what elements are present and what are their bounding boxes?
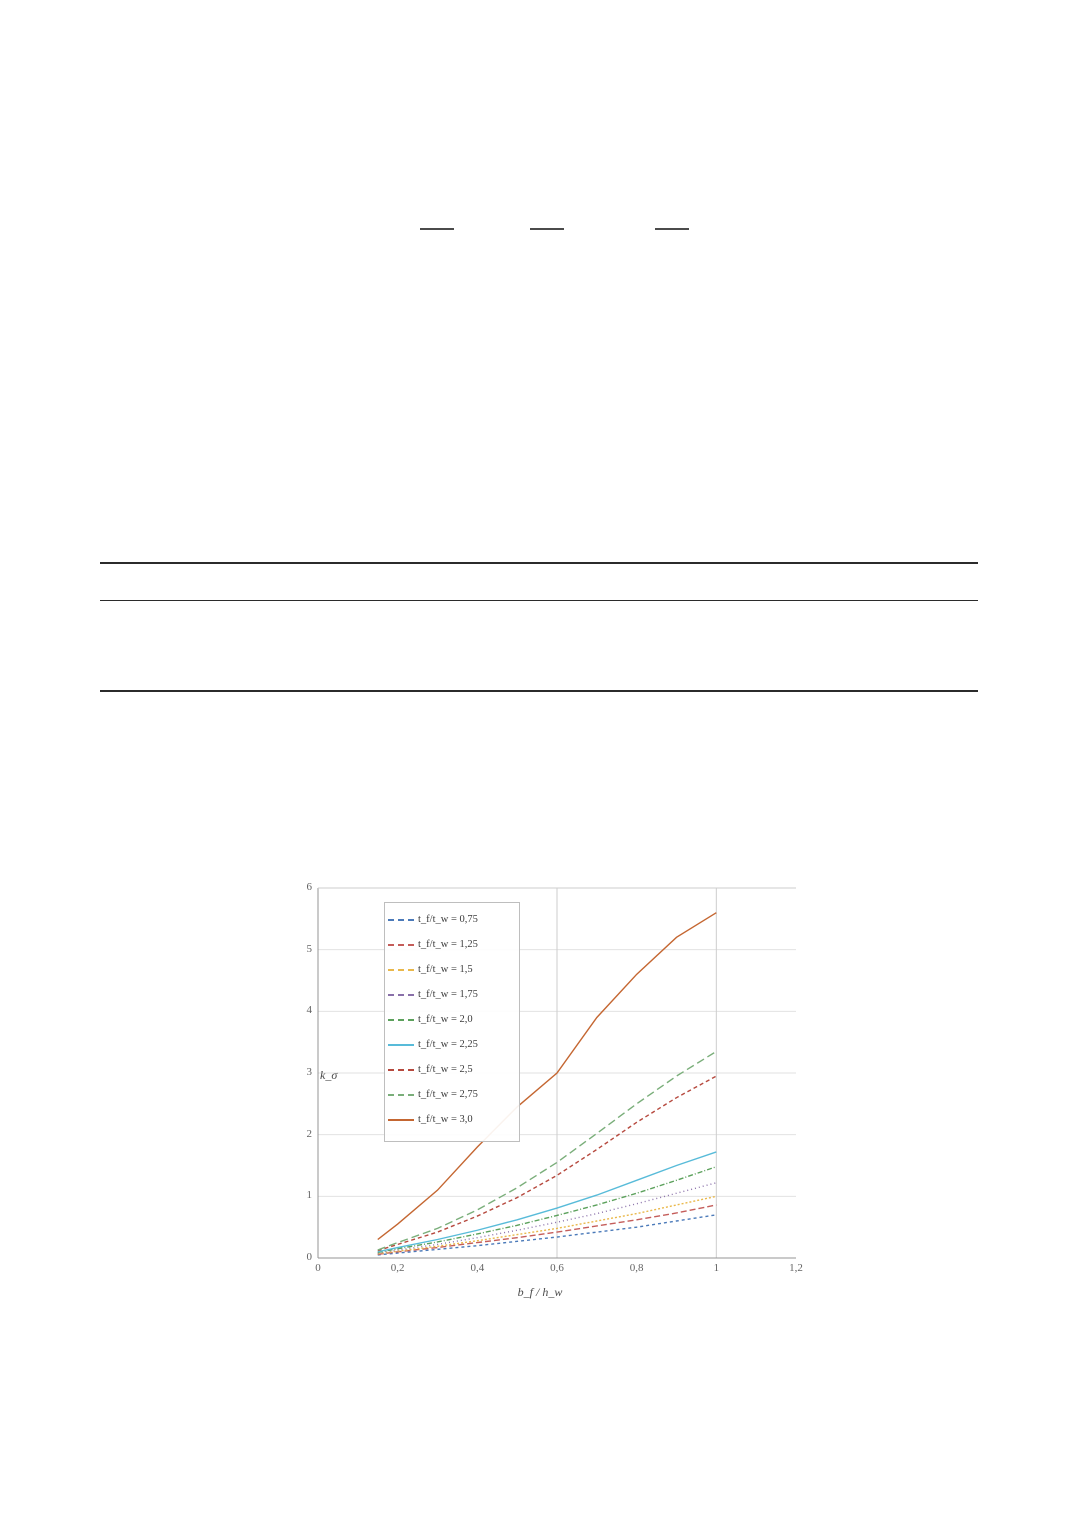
fraction-bar-2 [530, 228, 564, 230]
legend-swatch [388, 1069, 414, 1071]
legend-swatch [388, 919, 414, 921]
legend-label: t_f/t_w = 3,0 [418, 1114, 473, 1125]
chart-series-line [378, 1196, 717, 1253]
legend-item [388, 1082, 516, 1107]
x-tick-label: 1 [713, 1262, 720, 1274]
legend-label: t_f/t_w = 1,5 [418, 964, 473, 975]
chart-series-line [378, 1167, 717, 1253]
legend-item [388, 907, 516, 932]
chart-series-line [378, 1205, 717, 1254]
legend-item [388, 957, 516, 982]
legend-item [388, 1007, 516, 1032]
y-tick-label: 6 [306, 881, 312, 893]
fraction-bar-3 [655, 228, 689, 230]
legend-swatch [388, 944, 414, 946]
y-axis-title: k_σ [320, 1068, 338, 1082]
legend-label: t_f/t_w = 2,75 [418, 1089, 478, 1100]
legend-label: t_f/t_w = 2,0 [418, 1014, 473, 1025]
legend-label: t_f/t_w = 2,25 [418, 1039, 478, 1050]
x-tick-label: 0,8 [629, 1262, 644, 1274]
x-tick-label: 0,4 [470, 1262, 485, 1274]
chart-series-line [378, 1215, 717, 1255]
y-tick-label: 2 [306, 1127, 312, 1140]
x-tick-label: 0,2 [390, 1262, 405, 1274]
legend-item [388, 1032, 516, 1057]
chart-legend [384, 902, 520, 1142]
x-tick-label: 0,6 [550, 1262, 564, 1274]
legend-item [388, 982, 516, 1007]
x-tick-label: 1,2 [789, 1262, 803, 1274]
legend-item [388, 1107, 516, 1132]
fraction-bar-1 [420, 228, 454, 230]
table-rule-header [100, 600, 978, 601]
legend-swatch [388, 1044, 414, 1046]
legend-label: t_f/t_w = 2,5 [418, 1064, 473, 1075]
x-tick-label: 0 [315, 1262, 321, 1274]
chart-series-line [378, 1152, 717, 1252]
legend-item [388, 1057, 516, 1082]
legend-swatch [388, 1119, 414, 1121]
legend-swatch [388, 969, 414, 971]
table-rule-top [100, 562, 978, 564]
chart-figure [270, 878, 810, 1298]
legend-swatch [388, 1019, 414, 1021]
plot-area [306, 881, 803, 1274]
y-tick-label: 4 [306, 1004, 312, 1017]
legend-swatch [388, 1094, 414, 1096]
legend-label: t_f/t_w = 1,25 [418, 939, 478, 950]
x-axis-title: b_f / h_w [517, 1285, 563, 1299]
legend-item [388, 932, 516, 957]
y-tick-label: 3 [306, 1066, 312, 1078]
y-tick-label: 5 [306, 942, 312, 955]
legend-label: t_f/t_w = 1,75 [418, 989, 478, 1000]
y-tick-label: 1 [306, 1189, 312, 1202]
legend-swatch [388, 994, 414, 996]
table-rule-bottom [100, 690, 978, 692]
y-tick-label: 0 [306, 1251, 312, 1263]
legend-label: t_f/t_w = 0,75 [418, 914, 478, 925]
